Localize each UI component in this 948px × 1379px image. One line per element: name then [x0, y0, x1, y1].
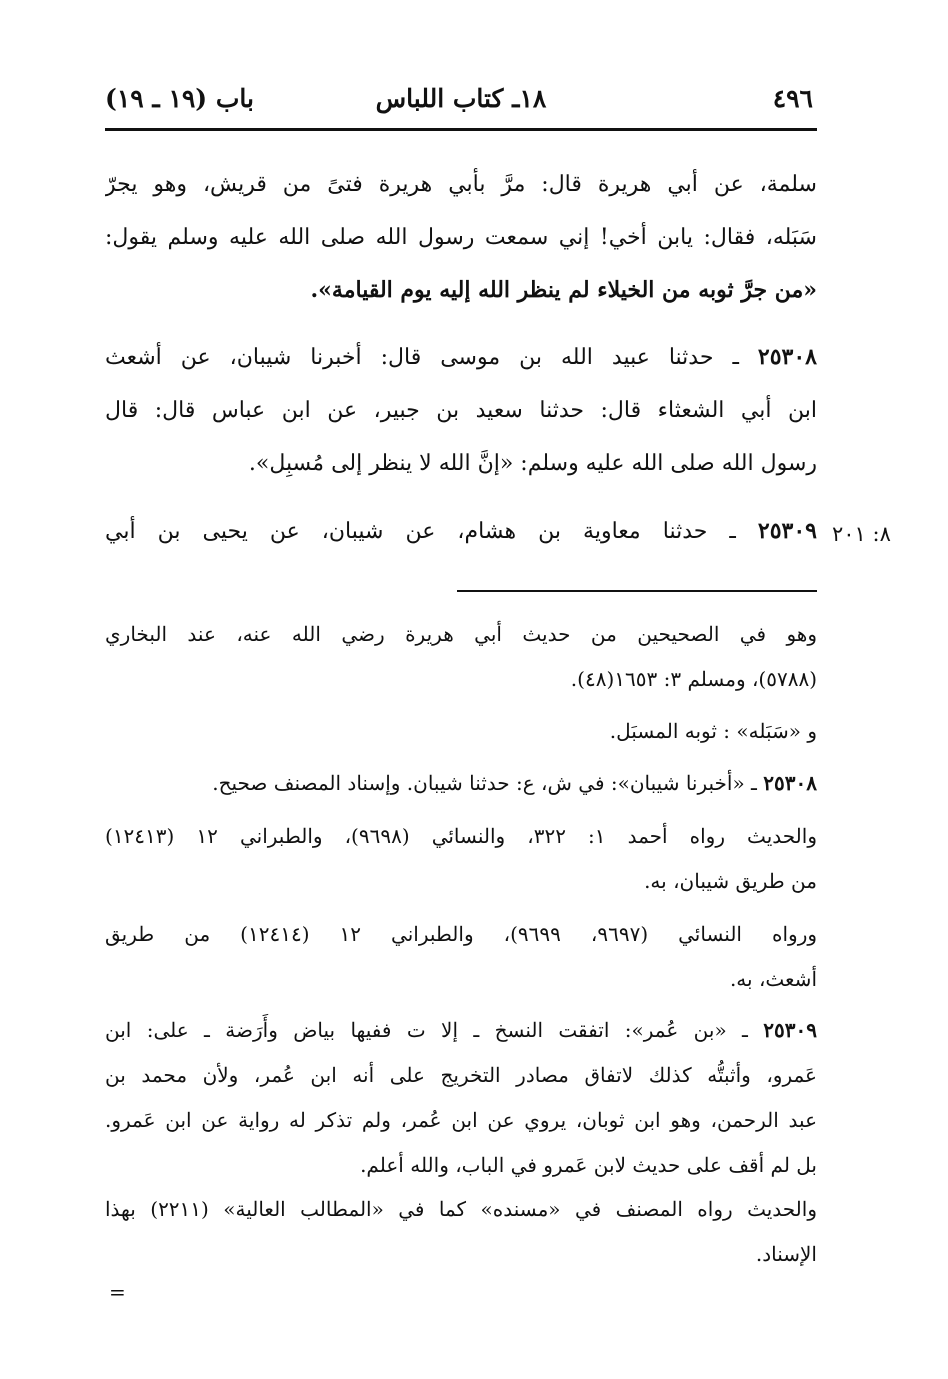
text-line: سَبَله، فقال: يابن أخي! إني سمعت رسول الله صلى الله عليه وسلم يقول:	[105, 225, 817, 250]
footnote-number: ٢٥٣٠٩	[763, 1018, 817, 1042]
footnote-line: والحديث رواه أحمد ١: ٣٢٢، والنسائي (٩٦٩٨)، والطبراني ١٢ (١٢٤١٣)	[105, 824, 817, 848]
footnote-line: والحديث رواه المصنف في «مسنده» كما في «المطالب العالية» (٢٢١١) بهذا	[105, 1197, 817, 1221]
text-line: ٢٥٣٠٩ ـ حدثنا معاوية بن هشام، عن شيبان، عن يحيى بن أبي	[105, 518, 817, 544]
hadith-number: ٢٥٣٠٨	[757, 344, 817, 370]
footnote-5	[105, 912, 817, 1002]
chapter-title: ١٨ـ كتاب اللباس	[375, 84, 547, 113]
page-number: ٤٩٦	[772, 84, 813, 113]
footnote-line: أشعث، به.	[729, 967, 817, 991]
footnote-4	[105, 814, 817, 904]
paragraph-continuation	[105, 158, 817, 317]
footnote-line: ٢٥٣٠٩ ـ «بن عُمر»: اتفقت النسخ ـ إلا ت ففيها بياض وأَرَضة ـ على: ابن	[105, 1018, 817, 1042]
header-rule	[105, 128, 817, 131]
margin-reference: ٨: ٢٠١	[832, 522, 891, 546]
section-title: باب (١٩ ـ ١٩)	[105, 84, 254, 113]
hadith-25308	[105, 331, 817, 490]
footnote-line: ٢٥٣٠٨ ـ «أخبرنا شيبان»: في ش، ع: حدثنا شيبان. وإسناد المصنف صحيح.	[212, 771, 817, 795]
footnote-line: و «سَبَله» : ثوبه المسبَل.	[609, 719, 817, 743]
running-header	[105, 84, 817, 124]
continuation-mark: =	[109, 1280, 126, 1304]
hadith-25309	[105, 505, 817, 558]
footnote-1	[105, 612, 817, 702]
footnote-line: بل لم أقف على حديث لابن عَمرو في الباب، والله أعلم.	[360, 1153, 817, 1177]
hadith-quote: «من جرَّ ثوبه من الخيلاء لم ينظر الله إليه يوم القيامة».	[310, 277, 817, 303]
footnote-7	[105, 1187, 817, 1277]
footnote-line: من طريق شيبان، به.	[644, 869, 817, 893]
footnote-3	[105, 761, 817, 806]
footnote-line: ورواه النسائي (٩٦٩٧، ٩٦٩٩)، والطبراني ١٢ (١٢٤١٤) من طريق	[105, 922, 817, 946]
text-line: ٢٥٣٠٨ ـ حدثنا عبيد الله بن موسى قال: أخبرنا شيبان، عن أشعث	[105, 344, 817, 370]
footnote-line: الإسناد.	[755, 1242, 817, 1266]
text-line: سلمة، عن أبي هريرة قال: مرَّ بأبي هريرة فتىً من قريش، وهو يجرّ	[105, 172, 817, 197]
text-line: رسول الله صلى الله عليه وسلم: «إنَّ الله لا ينظر إلى مُسبِل».	[248, 451, 817, 476]
footnote-2	[105, 709, 817, 754]
footnote-line: وهو في الصحيحين من حديث أبي هريرة رضي الله عنه، عند البخاري	[105, 622, 817, 646]
text-line: ابن أبي الشعثاء قال: حدثنا سعيد بن جبير، عن ابن عباس قال: قال	[105, 398, 817, 423]
footnote-6	[105, 1008, 817, 1188]
footnote-line: (٥٧٨٨)، ومسلم ٣: ١٦٥٣(٤٨).	[570, 667, 817, 691]
hadith-number: ٢٥٣٠٩	[757, 518, 817, 544]
footnote-line: عبد الرحمن، وهو ابن ثوبان، يروي عن ابن عُمر، ولم تذكر له رواية عن ابن عَمرو.	[105, 1108, 817, 1132]
footnote-line: عَمرو، وأثبتُّه كذلك لاتفاق مصادر التخريج على أنه ابن عُمر، ولأن محمد بن	[105, 1063, 817, 1087]
footnote-separator	[457, 590, 817, 592]
footnote-number: ٢٥٣٠٨	[763, 771, 817, 795]
